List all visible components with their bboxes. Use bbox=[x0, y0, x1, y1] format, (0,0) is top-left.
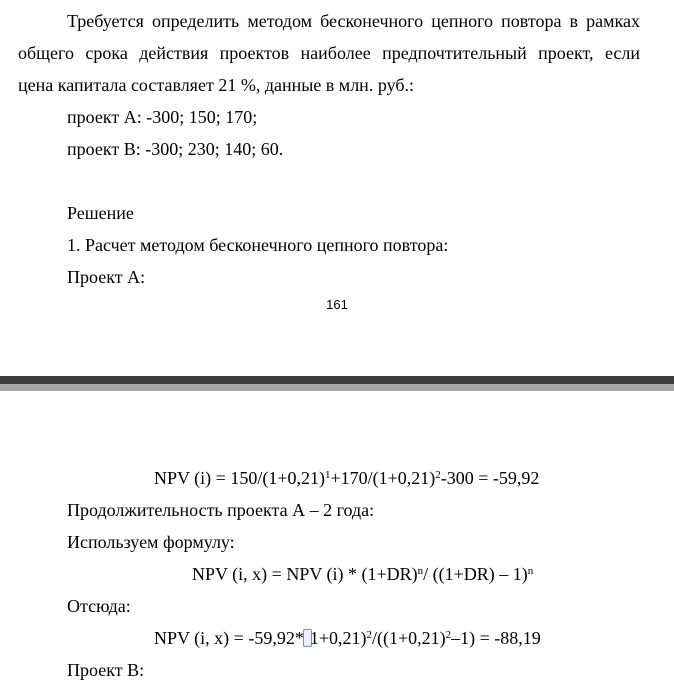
problem-text-line-3: цена капитала составляет 21 %, данные в млн. руб.: bbox=[18, 75, 414, 95]
general-part-2: / ((1+DR) – 1) bbox=[423, 564, 528, 584]
page-number: 161 bbox=[326, 297, 348, 312]
npv-a-sup-1: 1 bbox=[324, 469, 331, 481]
page-break-shadow-light bbox=[0, 384, 674, 391]
result-part-1: NPV (i, x) = -59,92* bbox=[154, 628, 304, 648]
general-npv-formula bbox=[192, 563, 533, 585]
problem-text-line-2: общего срока действия проектов наиболее предпочтительный проект, если bbox=[18, 43, 640, 63]
document-page-lower bbox=[0, 392, 674, 685]
duration-text: Продолжительность проекта А – 2 года: bbox=[67, 500, 375, 520]
general-sup-1: n bbox=[417, 565, 424, 577]
page-break-shadow-dark bbox=[0, 376, 674, 384]
npv-a-part-3: -300 = -59,92 bbox=[440, 468, 540, 488]
problem-text-line-1: Требуется определить методом бесконечного цепного повтора в рамках bbox=[67, 11, 640, 31]
use-formula-text: Используем формулу: bbox=[67, 532, 235, 552]
npv-a-part-2: +170/(1+0,21) bbox=[330, 468, 436, 488]
result-sup-2: 2 bbox=[445, 629, 452, 641]
hence-text: Отсюда: bbox=[67, 596, 131, 616]
project-a-data: проект А: -300; 150; 170; bbox=[67, 107, 258, 127]
general-part-1: NPV (i, x) = NPV (i) * (1+DR) bbox=[192, 564, 418, 584]
page-break-divider bbox=[0, 364, 674, 392]
npv-a-part-1: NPV (i) = 150/(1+0,21) bbox=[154, 468, 325, 488]
result-part-2: 1+0,21) bbox=[309, 628, 367, 648]
project-a-label: Проект А: bbox=[67, 267, 146, 287]
result-part-4: –1) = -88,19 bbox=[451, 628, 541, 648]
npv-formula-project-a bbox=[154, 467, 539, 489]
solution-heading: Решение bbox=[67, 203, 134, 223]
general-sup-2: n bbox=[527, 565, 534, 577]
result-npv-formula bbox=[154, 627, 541, 649]
result-sup-1: 2 bbox=[366, 629, 372, 641]
step-1-text: 1. Расчет методом бесконечного цепного повтора: bbox=[67, 235, 449, 255]
result-part-3: /((1+0,21) bbox=[371, 628, 446, 648]
npv-a-sup-2: 2 bbox=[435, 469, 441, 481]
project-b-data: проект В: -300; 230; 140; 60. bbox=[67, 139, 284, 159]
project-b-label: Проект В: bbox=[67, 660, 145, 680]
